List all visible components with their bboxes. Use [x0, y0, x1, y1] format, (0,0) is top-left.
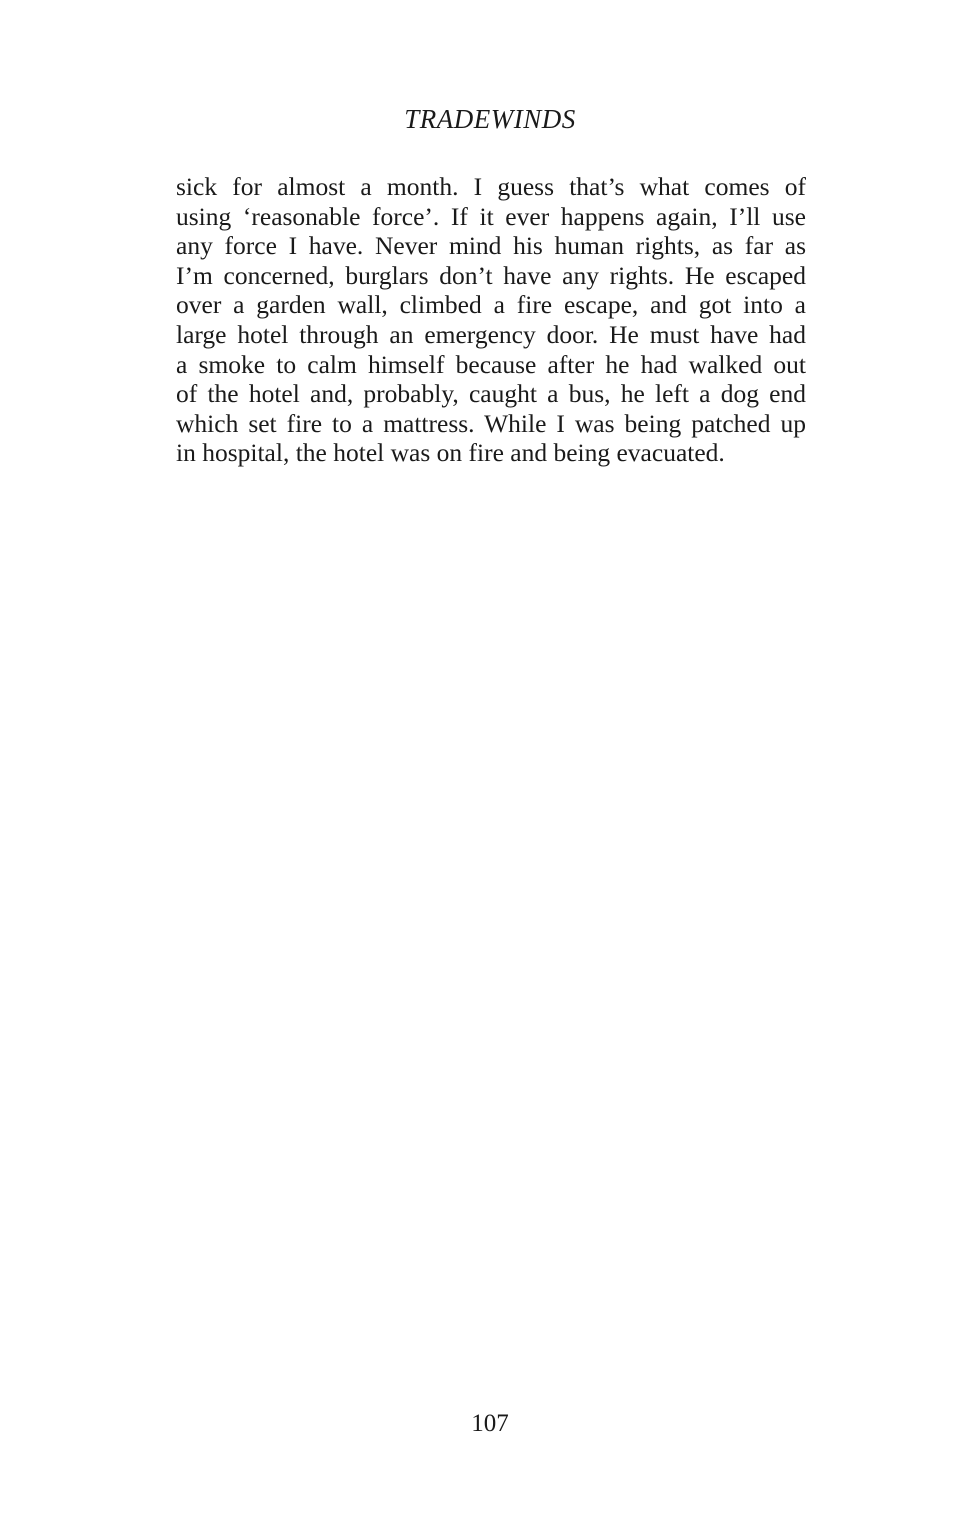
body-paragraph	[176, 172, 806, 468]
page-number: 107	[471, 1410, 509, 1437]
text-line: sick for almost a month. I guess that’s what comes of	[176, 172, 806, 201]
text-line: which set fire to a mattress. While I was being patched up	[176, 408, 806, 438]
text-line: any force I have. Never mind his human rights, as far as	[176, 231, 806, 261]
text-line: of the hotel and, probably, caught a bus, he left a dog end	[176, 379, 806, 409]
text-line: using ‘reasonable force’. If it ever happens again, I’ll use	[176, 201, 806, 231]
text-line: I’m concerned, burglars don’t have any rights. He escaped	[176, 260, 806, 290]
text-line: a smoke to calm himself because after he had walked out	[176, 349, 806, 379]
text-line: in hospital, the hotel was on fire and being evacuated.	[176, 438, 725, 468]
text-line: large hotel through an emergency door. He must have had	[176, 319, 806, 349]
text-line: over a garden wall, climbed a fire escape, and got into a	[176, 290, 806, 320]
running-title: TRADEWINDS	[404, 104, 576, 134]
